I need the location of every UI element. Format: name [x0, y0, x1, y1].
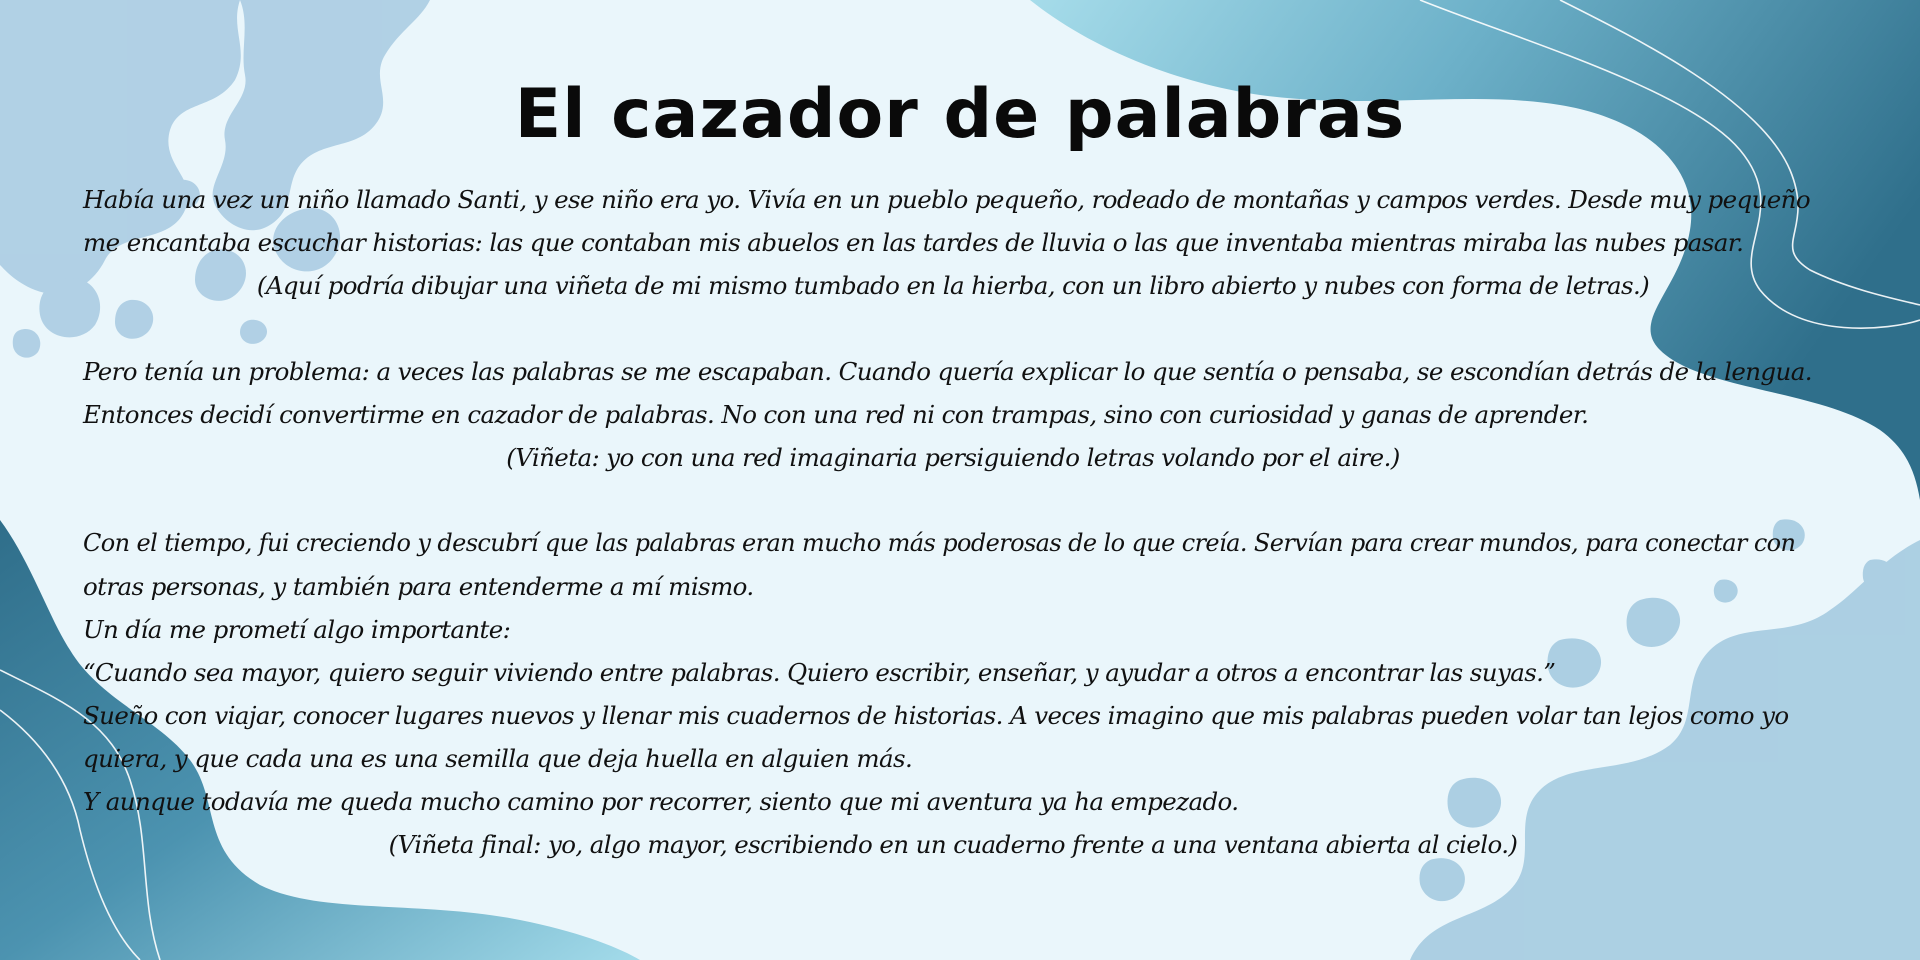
document-body — [83, 178, 1823, 866]
paragraph-1-line-2: me encantaba escuchar historias: las que contaban mis abuelos en las tardes de lluvia o las que inventaba mientras miraba las nubes pasar. — [83, 228, 1744, 257]
paragraph-3-line-2: otras personas, y también para entenderme a mí mismo. — [83, 572, 754, 601]
paragraph-2-line-1: Pero tenía un problema: a veces las palabras se me escapaban. Cuando quería explicar lo que sentía o pensaba, se escondían detrás de la lengua. — [83, 357, 1812, 386]
paragraph-3-line-3: Un día me prometí algo importante: — [83, 615, 511, 644]
spacer — [83, 479, 1823, 522]
paragraph-1-line-1: Había una vez un niño llamado Santi, y ese niño era yo. Vivía en un pueblo pequeño, rodeado de montañas y campos verdes. Desde muy pequeño — [83, 185, 1810, 214]
paragraph-3-line-6: quiera, y que cada una es una semilla que deja huella en alguien más. — [83, 744, 913, 773]
caption-2: (Viñeta: yo con una red imaginaria persiguiendo letras volando por el aire.) — [506, 443, 1400, 472]
paragraph-3-line-5: Sueño con viajar, conocer lugares nuevos y llenar mis cuadernos de historias. A veces imagino que mis palabras pueden volar tan lejos como yo — [83, 701, 1789, 730]
paragraph-2-line-2: Entonces decidí convertirme en cazador de palabras. No con una red ni con trampas, sino con curiosidad y ganas de aprender. — [83, 400, 1589, 429]
caption-3: (Viñeta final: yo, algo mayor, escribiendo en un cuaderno frente a una ventana abierta al cielo.) — [388, 830, 1518, 859]
paragraph-3-quote: “Cuando sea mayor, quiero seguir viviendo entre palabras. Quiero escribir, enseñar, y ayudar a otros a encontrar las suyas.” — [83, 658, 1556, 687]
spacer — [83, 307, 1823, 350]
caption-1: (Aquí podría dibujar una viñeta de mi mismo tumbado en la hierba, con un libro abierto y nubes con forma de letras.) — [256, 271, 1650, 300]
document-title: El cazador de palabras — [514, 75, 1406, 154]
paragraph-3-line-1: Con el tiempo, fui creciendo y descubrí que las palabras eran mucho más poderosas de lo que creía. Servían para crear mundos, para conectar con — [83, 529, 1796, 557]
paragraph-3-line-7: Y aunque todavía me queda mucho camino por recorrer, siento que mi aventura ya ha empezado. — [83, 787, 1239, 816]
